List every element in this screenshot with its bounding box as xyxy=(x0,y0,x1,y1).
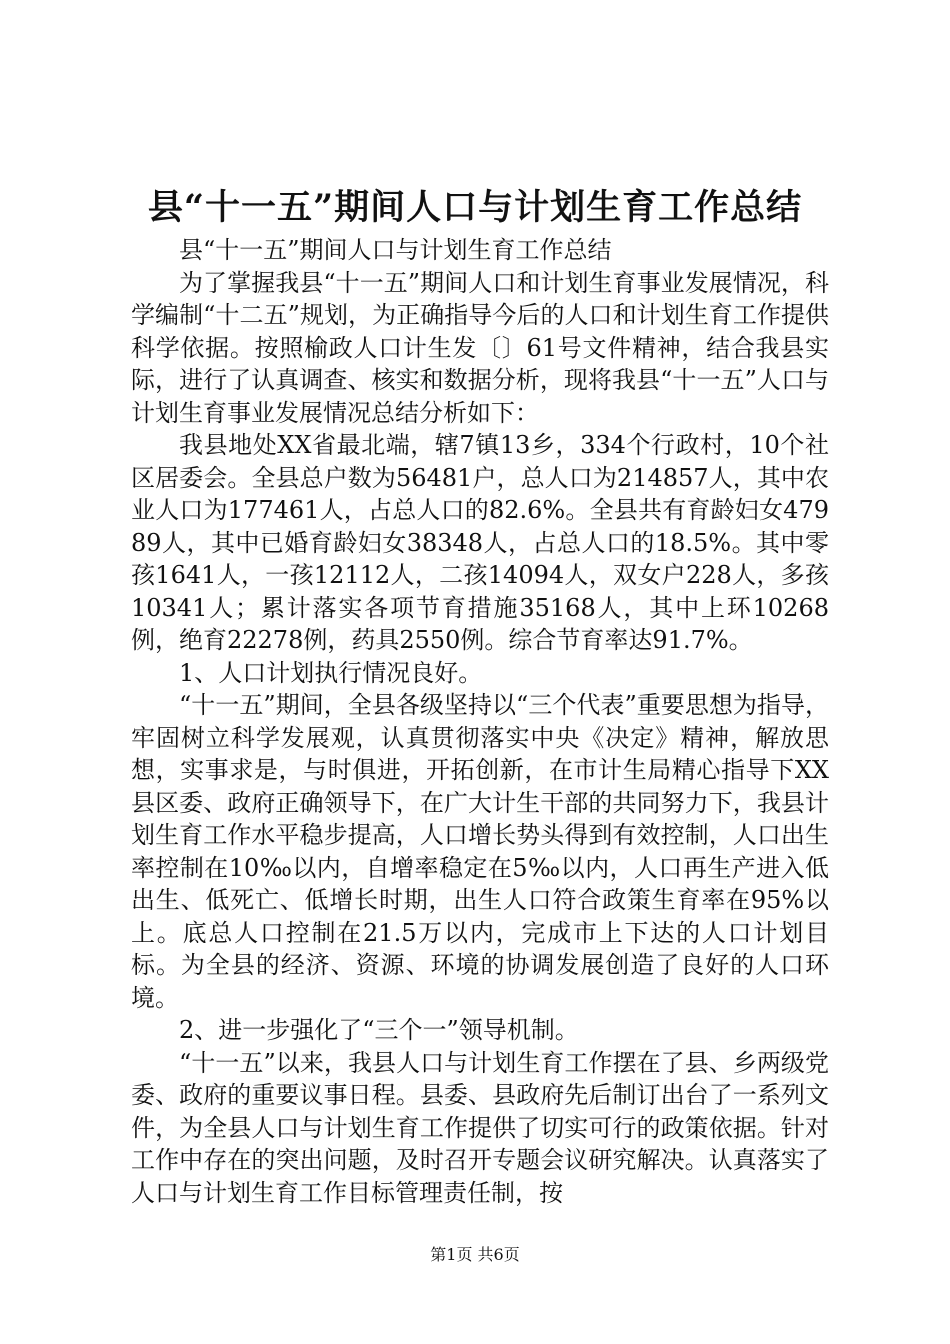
paragraph-section-2: “十一五”以来，我县人口与计划生育工作摆在了县、乡两级党委、政府的重要议事日程。县委、县政府先后制订出台了一系列文件，为全县人口与计划生育工作提供了切实可行的政策依据。针对工作中存在的突出问题，及时召开专题会议研究解决。认真落实了人口与计划生育工作目标管理责任制，按 xyxy=(131,1048,829,1207)
section-heading-2: 2、进一步强化了“三个一”领导机制。 xyxy=(179,1016,579,1044)
page-number-footer: 第1页 共6页 xyxy=(430,1245,520,1264)
document-title: 县“十一五”期间人口与计划生育工作总结 xyxy=(147,187,803,228)
paragraph-subtitle: 县“十一五”期间人口与计划生育工作总结 xyxy=(179,236,612,264)
paragraph-section-1: “十一五”期间，全县各级坚持以“三个代表”重要思想为指导，牢固树立科学发展观，认真贯彻落实中央《决定》精神，解放思想，实事求是，与时俱进，开拓创新，在市计生局精心指导下XX县区委、政府正确领导下，在广大计生干部的共同努力下，我县计划生育工作水平稳步提高，人口增长势头得到有效控制，人口出生率控制在10‰以内，自增率稳定在5‰以内，人口再生产进入低出生、低死亡、低增长时期，出生人口符合政策生育率在95%以上。底总人口控制在21.5万以内，完成市上下达的人口计划目标。为全县的经济、资源、环境的协调发展创造了良好的人口环境。 xyxy=(131,691,829,1012)
document-body xyxy=(131,234,829,1209)
section-heading-1: 1、人口计划执行情况良好。 xyxy=(179,658,483,687)
paragraph-intro: 为了掌握我县“十一五”期间人口和计划生育事业发展情况，科学编制“十二五”规划，为正确指导今后的人口和计划生育工作提供科学依据。按照榆政人口计生发〔〕61号文件精神，结合我县实际，进行了认真调查、核实和数据分析，现将我县“十一五”人口与计划生育事业发展情况总结分析如下： xyxy=(131,268,829,427)
paragraph-overview: 我县地处XX省最北端，辖7镇13乡，334个行政村，10个社区居委会。全县总户数为56481户，总人口为214857人，其中农业人口为177461人，占总人口的82.6%。全县共有育龄妇女47989人，其中已婚育龄妇女38348人，占总人口的18.5%。其中零孩1641人，一孩12112人，二孩14094人，双女户228人，多孩10341人；累计落实各项节育措施35168人，其中上环10268例，绝育22278例，药具2550例。综合节育率达91.7%。 xyxy=(131,431,829,654)
